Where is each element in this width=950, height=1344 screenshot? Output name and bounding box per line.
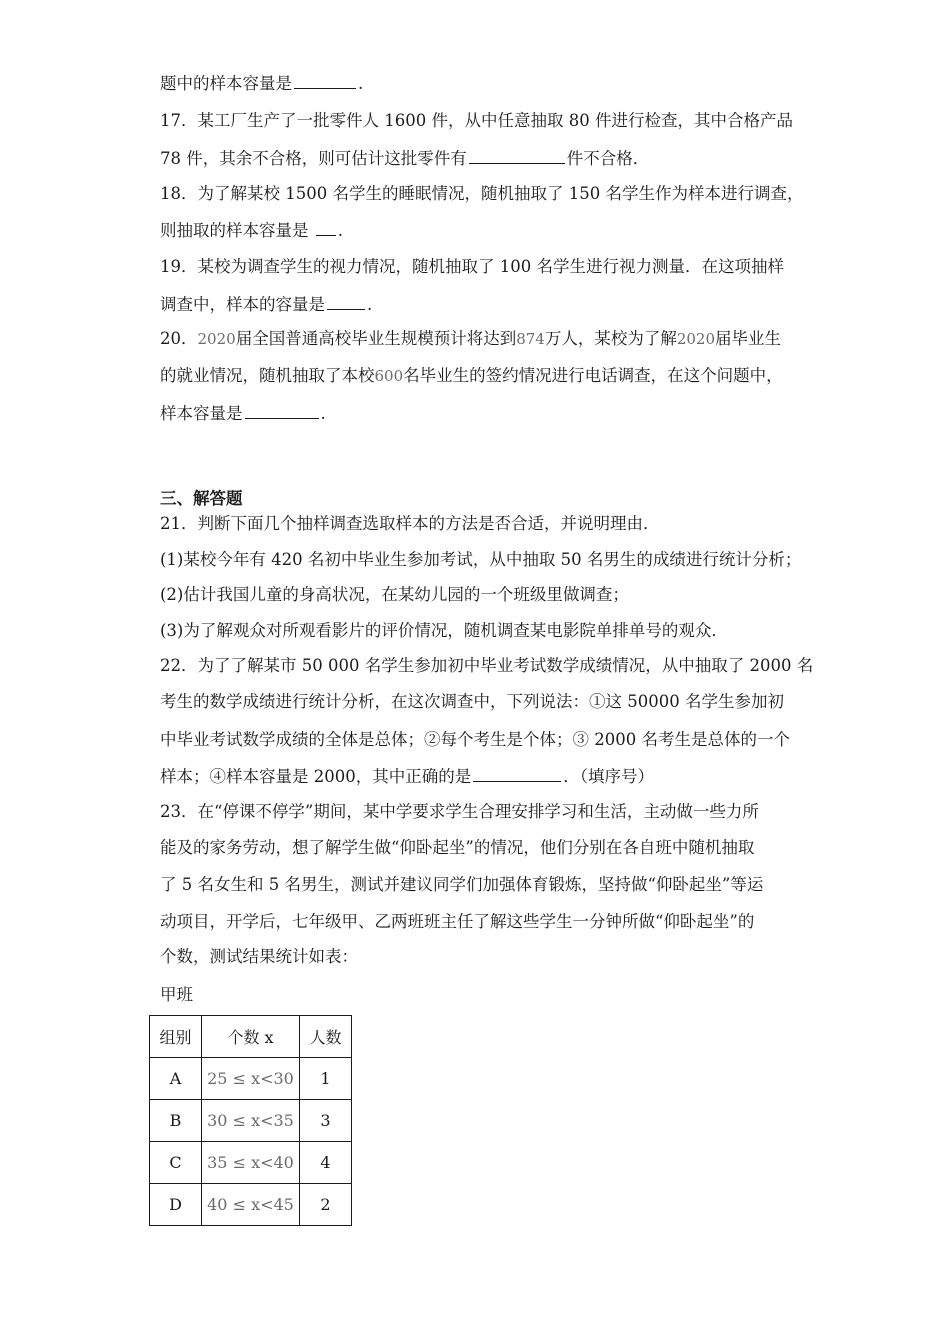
number: 2020 — [197, 330, 236, 348]
table-row — [150, 1100, 352, 1142]
answer-blank[interactable] — [316, 219, 336, 236]
line-q22-b: 考生的数学成绩进行统计分析，在这次调查中，下列说法：①这 50000 名学生参加初 — [160, 692, 784, 711]
text: 题中的样本容量是 — [160, 74, 292, 93]
text: 名毕业生的签约情况进行电话调查，在这个问题中， — [403, 366, 783, 385]
line-q23-b: 能及的家务劳动，想了解学生做“仰卧起坐”的情况，他们分别在各自班中随机抽取 — [160, 838, 755, 857]
range-cell: 35 ≤ x<40 — [202, 1142, 300, 1184]
line-q23-a: 23．在“停课不停学”期间，某中学要求学生合理安排学习和生活，主动做一些力所 — [160, 802, 759, 821]
line-q21-3: (3)为了解观众对所观看影片的评价情况，随机调查某电影院单排单号的观众． — [160, 621, 728, 640]
count-cell: 1 — [300, 1058, 352, 1100]
text: 届全国普通高校毕业生规模预计将达到 — [235, 329, 517, 348]
table-row — [150, 1184, 352, 1226]
header-cell: 人数 — [300, 1016, 352, 1058]
header-cell: 个数 x — [202, 1016, 300, 1058]
answer-blank[interactable] — [469, 147, 565, 164]
count-cell: 2 — [300, 1184, 352, 1226]
line-q21-1: (1)某校今年有 420 名初中毕业生参加考试，从中抽取 50 名男生的成绩进行统计分析； — [160, 550, 802, 569]
text: 万人，某校为了解 — [544, 329, 677, 348]
text: 样本容量是 — [160, 404, 243, 423]
group-cell: C — [150, 1142, 202, 1184]
line-q21: 21．判断下面几个抽样调查选取样本的方法是否合适，并说明理由． — [160, 514, 660, 533]
text: 78 件，其余不合格，则可估计这批零件有 — [160, 149, 467, 168]
answer-blank[interactable] — [294, 72, 356, 89]
text: . — [367, 295, 373, 314]
header-cell: 组别 — [150, 1016, 202, 1058]
line-q22-c: 中毕业考试数学成绩的全体是总体；②每个考生是个体；③ 2000 名考生是总体的一个 — [160, 730, 790, 749]
count-cell: 4 — [300, 1142, 352, 1184]
answer-blank[interactable] — [473, 765, 561, 782]
range-cell: 30 ≤ x<35 — [202, 1100, 300, 1142]
text: 样本；④样本容量是 2000，其中正确的是 — [160, 767, 472, 786]
line-q23-d: 动项目，开学后，七年级甲、乙两班班主任了解这些学生一分钟所做“仰卧起坐”的 — [160, 912, 755, 931]
line-q20-a — [160, 328, 781, 350]
text: . — [320, 404, 326, 423]
text: 件不合格． — [566, 149, 650, 168]
line-q16-end — [160, 72, 363, 95]
line-q23-c: 了 5 名女生和 5 名男生，测试并建议同学们加强体育锻炼，坚持做“仰卧起坐”等运 — [160, 875, 764, 894]
table-caption: 甲班 — [160, 985, 193, 1004]
line-q18-b — [160, 219, 343, 242]
line-q22-d — [160, 765, 654, 788]
score-table — [149, 1015, 352, 1226]
group-cell: A — [150, 1058, 202, 1100]
line-q17-b — [160, 147, 649, 170]
group-cell: D — [150, 1184, 202, 1226]
number: 2020 — [676, 330, 716, 348]
group-cell: B — [150, 1100, 202, 1142]
range-cell: 40 ≤ x<45 — [202, 1184, 300, 1226]
number: 874 — [516, 330, 545, 348]
line-q21-2: (2)估计我国儿童的身高状况，在某幼儿园的一个班级里做调查； — [160, 585, 629, 604]
range-cell: 25 ≤ x<30 — [202, 1058, 300, 1100]
table-row — [150, 1058, 352, 1100]
number: 600 — [374, 367, 404, 385]
text: 届毕业生 — [715, 329, 782, 348]
text: 的就业情况，随机抽取了本校 — [160, 366, 375, 385]
line-q17-a: 17．某工厂生产了一批零件人 1600 件，从中任意抽取 80 件进行检查，其中合格产品 — [160, 111, 793, 130]
count-cell: 3 — [300, 1100, 352, 1142]
line-q19-b — [160, 293, 372, 316]
answer-blank[interactable] — [245, 402, 319, 419]
section-heading: 三、解答题 — [160, 489, 243, 508]
answer-blank[interactable] — [327, 293, 365, 310]
text: 则抽取的样本容量是 — [160, 221, 309, 240]
text: . — [337, 221, 343, 240]
text: . — [358, 74, 364, 93]
line-q19-a: 19．某校为调查学生的视力情况，随机抽取了 100 名学生进行视力测量．在这项抽样 — [160, 257, 784, 276]
line-q22-a: 22．为了了解某市 50 000 名学生参加初中毕业考试数学成绩情况，从中抽取了 2000 名 — [160, 656, 814, 675]
table-header-row — [150, 1016, 352, 1058]
text: 20． — [160, 329, 198, 348]
table-row — [150, 1142, 352, 1184]
line-q18-a: 18．为了解某校 1500 名学生的睡眠情况，随机抽取了 150 名学生作为样本进行调查， — [160, 184, 804, 203]
text: 调查中，样本的容量是 — [160, 295, 325, 314]
text: ．（填序号） — [563, 767, 654, 786]
line-q23-e: 个数，测试结果统计如表： — [160, 947, 358, 966]
line-q20-b — [160, 365, 783, 387]
line-q20-c — [160, 402, 326, 425]
